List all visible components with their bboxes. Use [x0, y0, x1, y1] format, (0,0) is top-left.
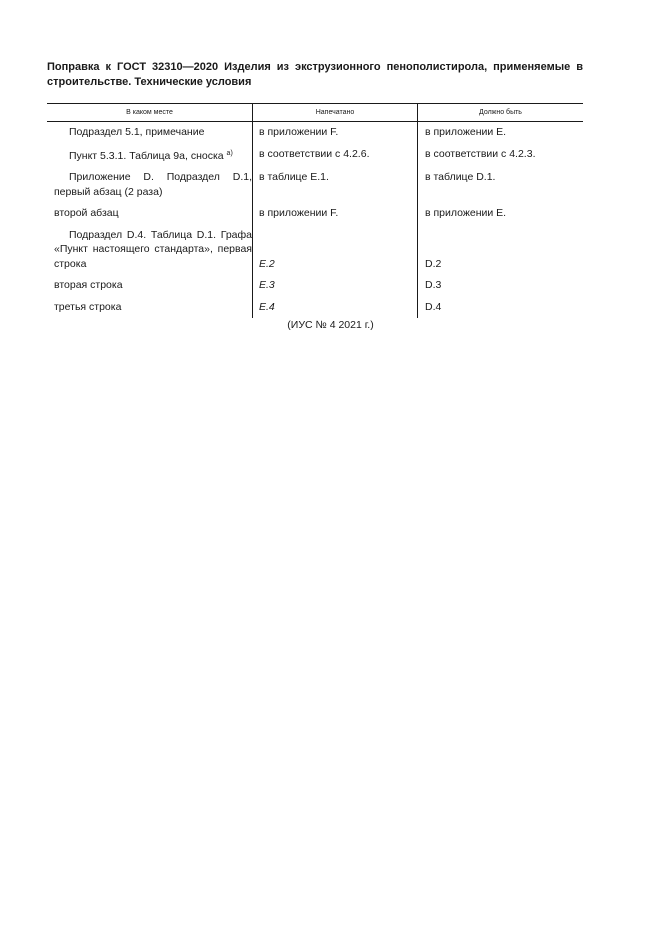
publication-note: (ИУС № 4 2021 г.): [287, 319, 374, 331]
header-printed: Напечатано: [252, 104, 417, 121]
cell-place: Подраздел 5.1, примечание: [69, 126, 205, 138]
cell-printed-text: E.2: [259, 257, 275, 270]
cell-printed: E.4: [252, 297, 417, 319]
cell-place: вторая строка: [54, 279, 123, 291]
table-row: [47, 144, 583, 168]
cell-should-be: [417, 225, 583, 276]
header-where: В каком месте: [126, 109, 173, 116]
cell-should-be-text: D.2: [425, 257, 442, 270]
cell-place: Подраздел D.4. Таблица D.1. Графа «Пункт настоящего стандарта», первая строка: [54, 228, 252, 270]
cell-place-text: Пункт 5.3.1. Таблица 9а, сноска: [69, 149, 224, 162]
table-row: [47, 297, 583, 319]
cell-place: второй абзац: [54, 207, 119, 219]
cell-should-be: в таблице D.1.: [417, 167, 583, 203]
cell-printed: в таблице E.1.: [252, 167, 417, 203]
table-row: [47, 275, 583, 297]
cell-should-be: D.4: [417, 297, 583, 319]
cell-should-be: в приложении E.: [417, 203, 583, 225]
cell-place: Приложение D. Подраздел D.1, первый абзац (2 раза): [54, 171, 252, 198]
table-row: [47, 167, 583, 203]
corrections-table: [47, 103, 583, 318]
document-heading: Поправка к ГОСТ 32310—2020 Изделия из экструзионного пенополистирола, применяемые в строительстве. Технические условия: [47, 61, 583, 88]
cell-printed: в приложении F.: [252, 122, 417, 144]
table-row: [47, 203, 583, 225]
cell-place: третья строка: [54, 300, 122, 313]
table-row: [47, 225, 583, 276]
table-row: [47, 122, 583, 144]
header-should-be: Должно быть: [417, 104, 583, 121]
cell-place: [47, 144, 252, 168]
cell-printed: E.3: [252, 275, 417, 297]
cell-should-be: в соответствии с 4.2.3.: [417, 144, 583, 168]
cell-printed: в соответствии с 4.2.6.: [252, 144, 417, 168]
footnote-marker: а): [226, 149, 233, 157]
cell-printed: [252, 225, 417, 276]
cell-should-be: в приложении E.: [417, 122, 583, 144]
table-header-row: [47, 104, 583, 121]
cell-printed: в приложении F.: [252, 203, 417, 225]
cell-should-be: D.3: [417, 275, 583, 297]
